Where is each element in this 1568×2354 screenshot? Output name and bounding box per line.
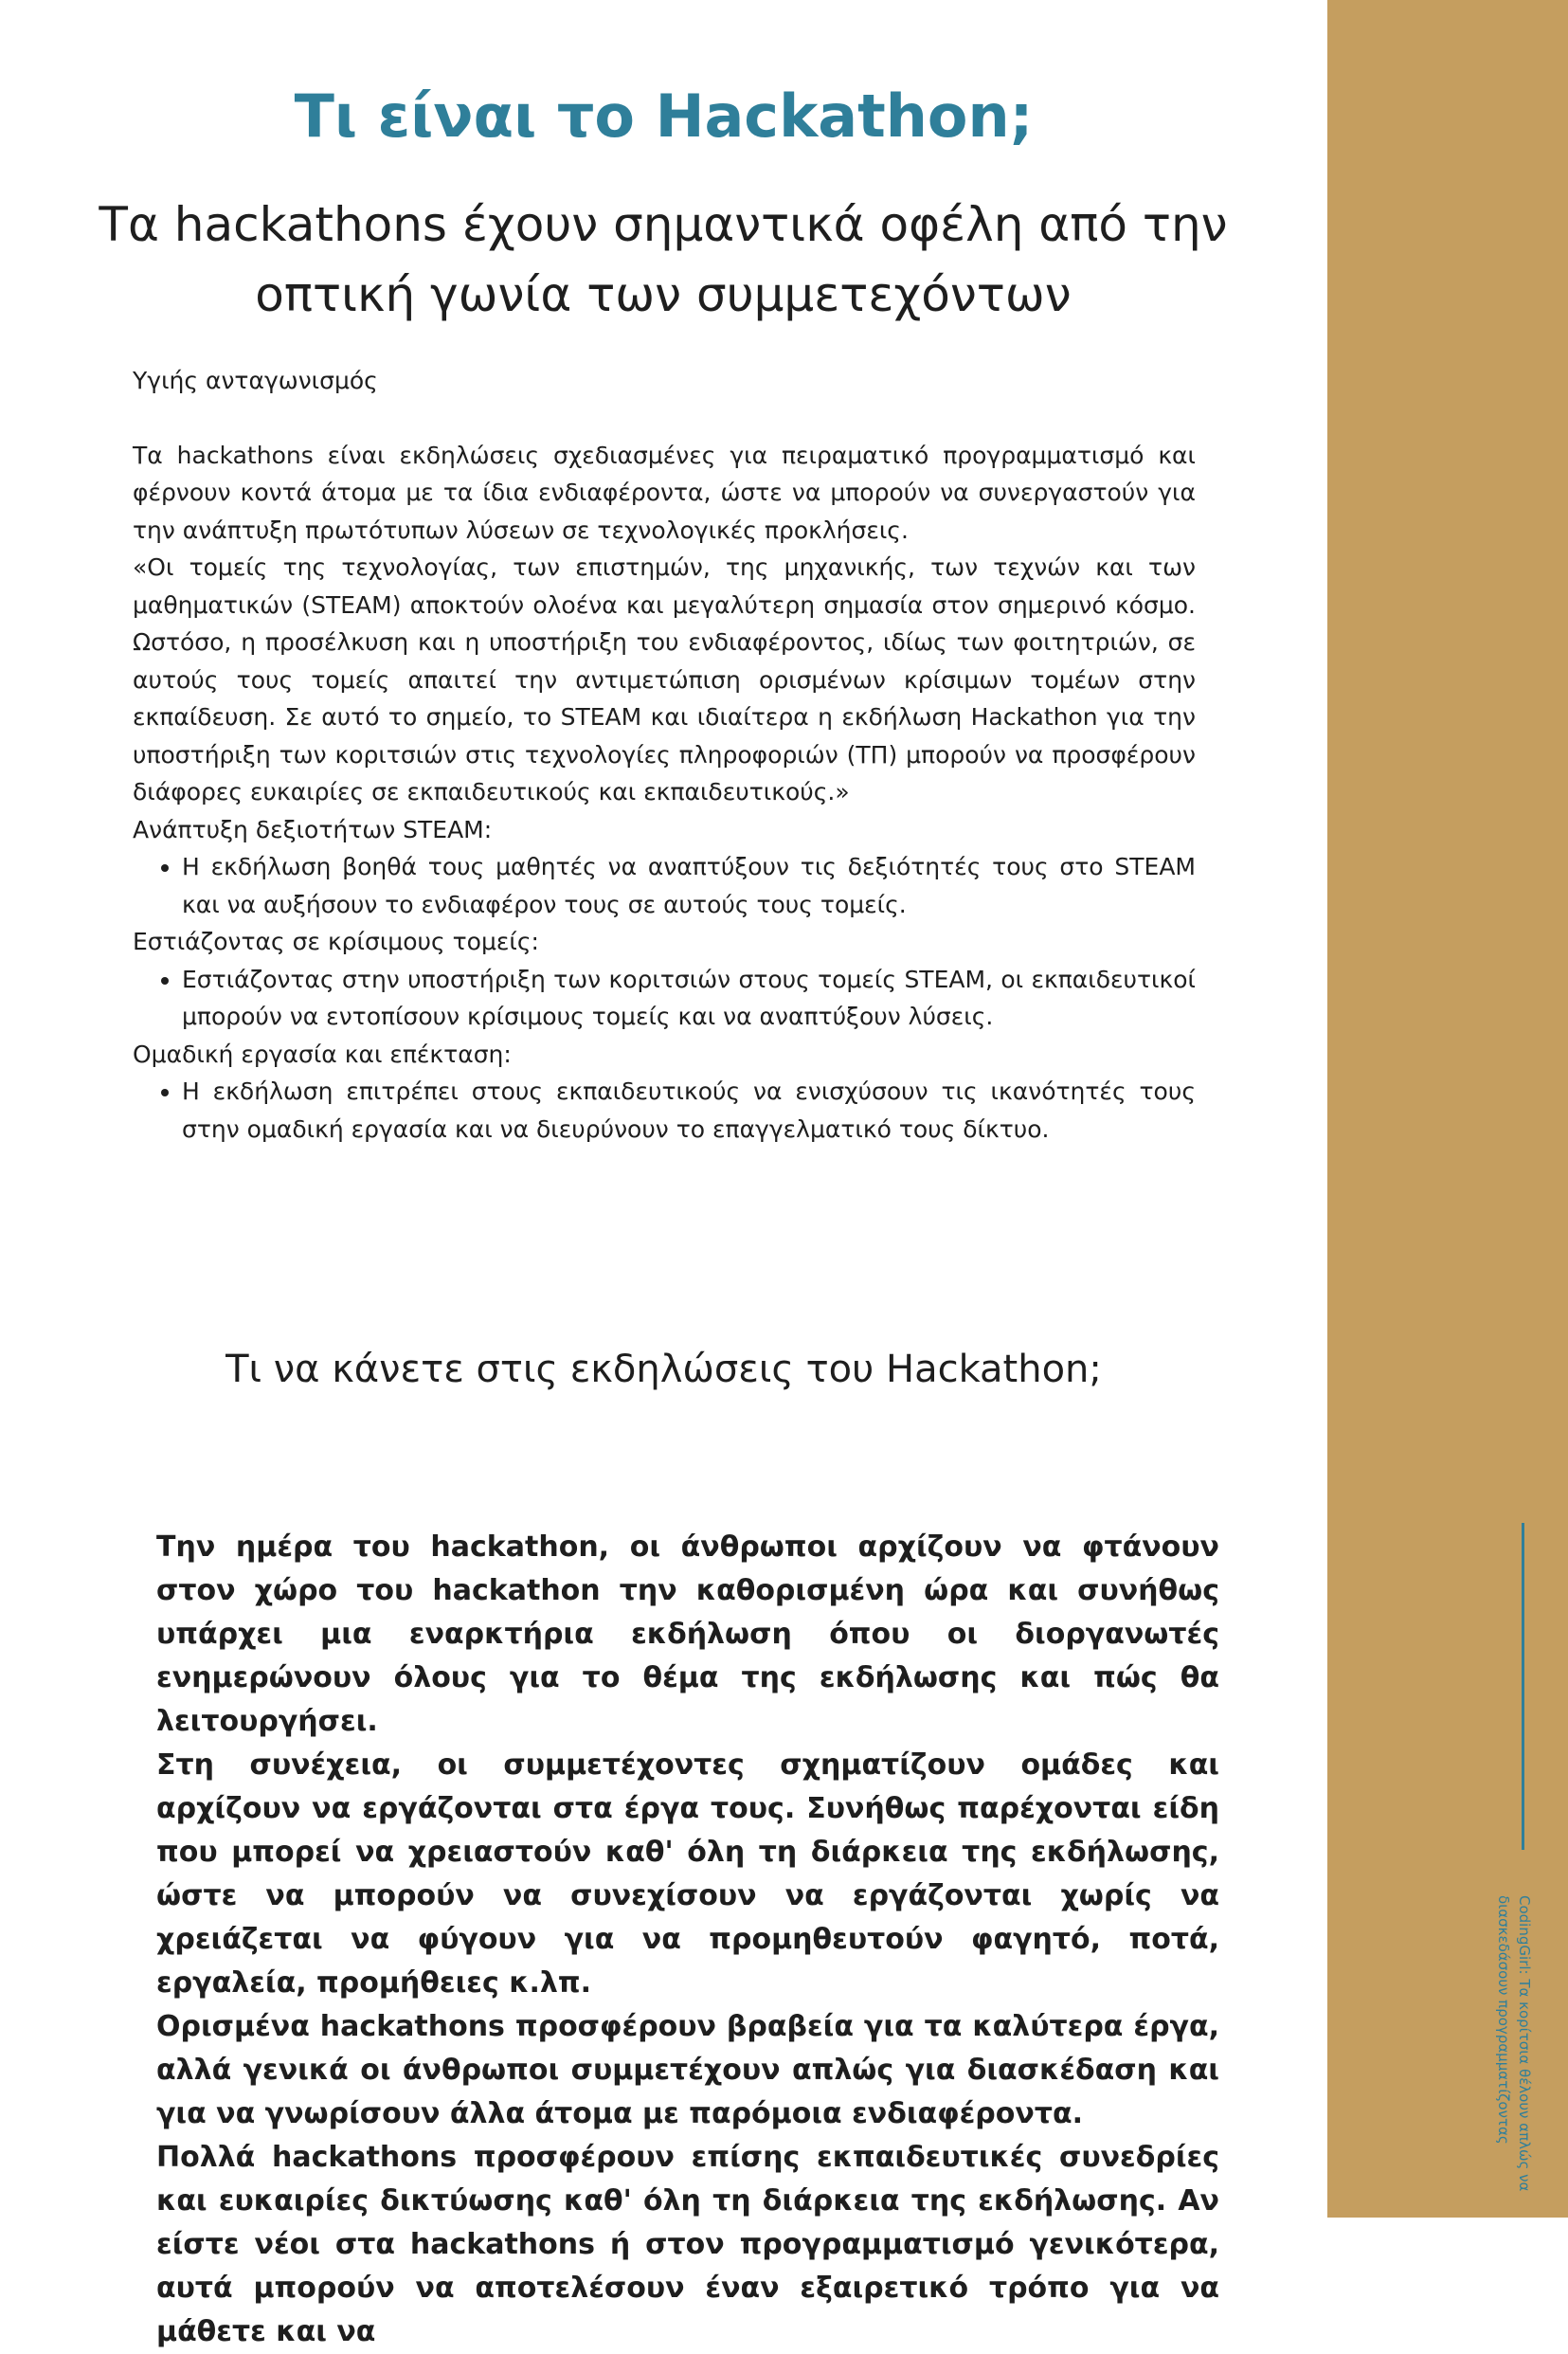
teamwork-list (133, 1073, 1196, 1148)
benefits-section (133, 362, 1196, 1148)
paragraph-hackathon-day: Την ημέρα του hackathon, οι άνθρωποι αρχίζουν να φτάνουν στον χώρο του hackathon την καθορισμένη ώρα και συνήθως υπάρχει μια εναρκτήρια εκδήλωση όπου οι διοργανωτές ενημερώνουν όλους για το θέμα της εκδήλωσης και πώς θα λειτουργήσει. (156, 1530, 1219, 1738)
heading-healthy-competition: Υγιής ανταγωνισμός (133, 367, 378, 394)
page-subtitle: Τα hackathons έχουν σημαντικά οφέλη από την οπτική γωνία των συμμετεχόντων (99, 197, 1228, 322)
list-item: • Εστιάζοντας στην υποστήριξη των κοριτσιών στους τομείς STEAM, οι εκπαιδευτικοί μπορούν να εντοπίσουν κρίσιμους τομείς και να αναπτύξουν λύσεις. (182, 961, 1196, 1036)
section-title-what-to-do: Τι να κάνετε στις εκδηλώσεις του Hackathon; (225, 1348, 1102, 1391)
side-accent-line (1522, 1523, 1524, 1850)
paragraph-networking: Πολλά hackathons προσφέρουν επίσης εκπαιδευτικές συνεδρίες και ευκαιρίες δικτύωσης καθ' όλη τη διάρκεια της εκδήλωσης. Αν είστε νέοι στα hackathons ή στον προγραμματισμό γενικότερα, αυτά μπορούν να αποτελέσουν έναν εξαιρετικό τρόπο για να μάθετε και να (156, 2141, 1219, 2348)
what-to-do-section (156, 1526, 1219, 2354)
heading-teamwork: Ομαδική εργασία και επέκταση: (133, 1040, 512, 1068)
list-item: • Η εκδήλωση βοηθά τους μαθητές να αναπτύξουν τις δεξιότητές τους στο STEAM και να αυξήσουν το ενδιαφέρον τους σε αυτούς τους τομείς. (182, 848, 1196, 923)
intro-paragraph: Τα hackathons είναι εκδηλώσεις σχεδιασμένες για πειραματικό προγραμματισμό και φέρνουν κοντά άτομα με τα ίδια ενδιαφέροντα, ώστε να μπορούν να συνεργαστούν για την ανάπτυξη πρωτότυπων λύσεων σε τεχνολογικές προκλήσεις. (133, 441, 1196, 544)
heading-critical-areas: Εστιάζοντας σε κρίσιμους τομείς: (133, 928, 539, 955)
heading-steam-skills: Ανάπτυξη δεξιοτήτων STEAM: (133, 815, 493, 843)
critical-areas-list (133, 961, 1196, 1036)
list-item: • Η εκδήλωση επιτρέπει στους εκπαιδευτικούς να ενισχύσουν τις ικανότητές τους στην ομαδική εργασία και να διευρύνουν το επαγγελματικό τους δίκτυο. (182, 1073, 1196, 1148)
steam-quote: «Οι τομείς της τεχνολογίας, των επιστημών, της μηχανικής, των τεχνών και των μαθηματικών (STEAM) αποκτούν ολοένα και μεγαλύτερη σημασία στον σημερινό κόσμο. Ωστόσο, η προσέλκυση και η υποστήριξη του ενδιαφέροντος, ιδίως των φοιτητριών, σε αυτούς τους τομείς απαιτεί την αντιμετώπιση ορισμένων κρίσιμων τομέων στην εκπαίδευση. Σε αυτό το σημείο, το STEAM και ιδιαίτερα η εκδήλωση Hackathon για την υποστήριξη των κοριτσιών στις τεχνολογίες πληροφοριών (ΤΠ) μπορούν να προσφέρουν διάφορες ευκαιρίες σε εκπαιδευτικούς και εκπαιδευτικούς.» (133, 553, 1196, 806)
spacer (133, 400, 1196, 437)
steam-skills-list (133, 848, 1196, 923)
paragraph-teams: Στη συνέχεια, οι συμμετέχοντες σχηματίζουν ομάδες και αρχίζουν να εργάζονται στα έργα τους. Συνήθως παρέχονται είδη που μπορεί να χρειαστούν καθ' όλη τη διάρκεια της εκδήλωσης, ώστε να μπορούν να συνεχίσουν να εργάζονται χωρίς να χρειάζεται να φύγουν για να προμηθευτούν φαγητό, ποτά, εργαλεία, προμήθειες κ.λπ. (156, 1748, 1219, 2000)
footer-vertical-text: CodingGirl: Τα κορίτσια θέλουν απλώς να διασκεδάσουν προγραμματίζοντας (1495, 1895, 1533, 2192)
side-band (1327, 0, 1568, 2218)
page-title: Τι είναι το Hackathon; (294, 81, 1034, 151)
paragraph-prizes: Ορισμένα hackathons προσφέρουν βραβεία για τα καλύτερα έργα, αλλά γενικά οι άνθρωποι συμμετέχουν απλώς για διασκέδαση και για να γνωρίσουν άλλα άτομα με παρόμοια ενδιαφέροντα. (156, 2010, 1219, 2130)
